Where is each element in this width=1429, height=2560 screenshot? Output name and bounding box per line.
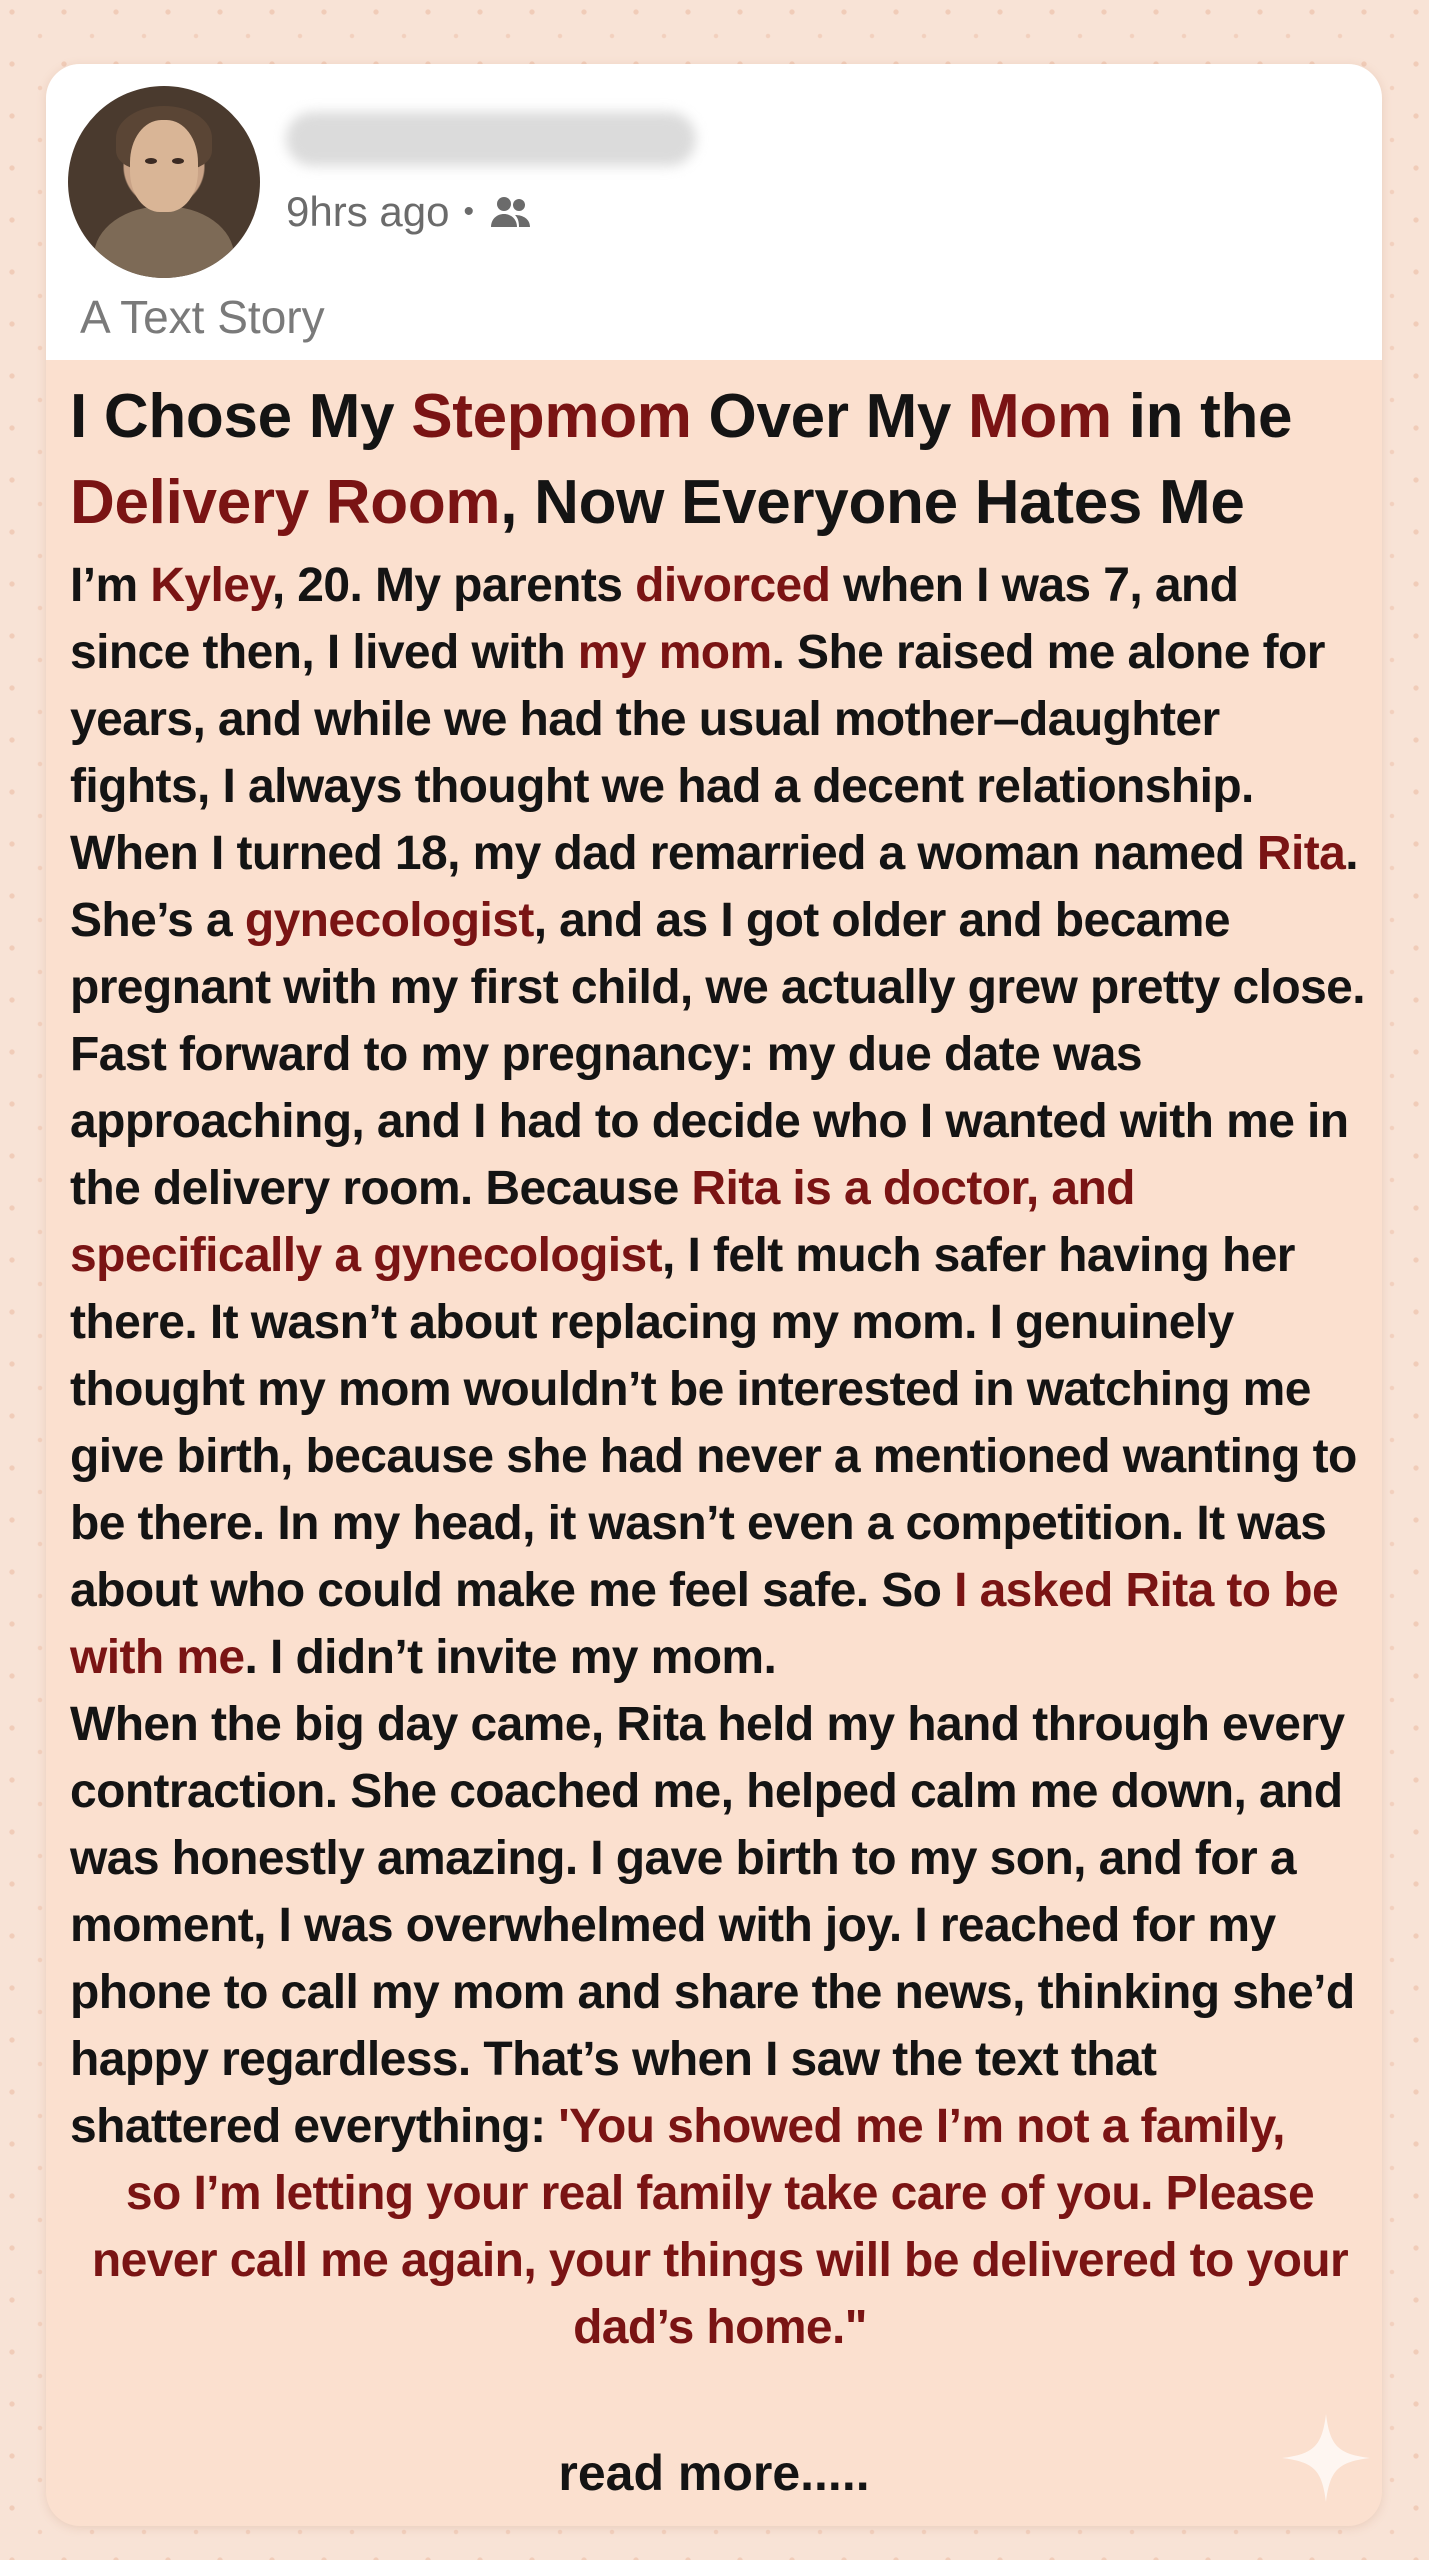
post-meta (286, 182, 534, 242)
title-highlight: Delivery Room (70, 468, 501, 537)
story-highlight: my mom (577, 626, 772, 679)
title-highlight: Stepmom (411, 382, 692, 451)
title-highlight: Mom (968, 382, 1112, 451)
story-text: When the big day came, Rita held my hand through every contraction. She coached me, helped calm me down, and was honestly amazing. I gave birth to my son, and for a moment, I was overwhelmed with joy. I reached for my phone to call my mom and share the news, thinking she’d happy regardless. That’s when I saw the text that shattered everything: (70, 1698, 1355, 2153)
story-quote: so I’m letting your real family take care of you. Please never call me again, your things will be delivered to your dad’s home." (91, 2167, 1349, 2354)
story-text: . I didn’t invite my mom. (244, 1631, 777, 1684)
post-time[interactable]: 9hrs ago (286, 188, 450, 235)
story-text: . She’s a (70, 827, 1358, 947)
story-text: , I felt much safer having her there. It wasn’t about replacing my mom. I genuinely thought my mom wouldn’t be interested in watching me give birth, because she had never a mentioned wanting to be there. In my head, it wasn’t even a competition. It was about who could make me feel safe. So (70, 1229, 1357, 1617)
avatar[interactable] (68, 86, 260, 278)
title-text: Over My (691, 382, 969, 451)
title-text: , Now Everyone Hates Me (500, 468, 1245, 537)
story-quote-start: 'You showed me I’m not a family, (558, 2100, 1285, 2153)
blurred-username[interactable] (286, 112, 696, 166)
avatar-face-shape (130, 120, 198, 212)
story-text: , and as I got older and became pregnant with my first child, we actually grew pretty close. Fast forward to my pregnancy: my due date was approaching, and I had to decide who I wanted with me in the delivery room. Because (70, 894, 1365, 1215)
meta-separator: • (463, 195, 474, 228)
post-header (46, 64, 1382, 360)
story-paragraph (70, 552, 1370, 1691)
story-highlight: Kyley (150, 559, 272, 612)
story-text: I’m (70, 559, 151, 612)
story-highlight: Rita is a doctor, and specifically a gynecologist (70, 1162, 1135, 1282)
story-text: . She raised me alone for years, and while we had the usual mother–daughter fights, I always thought we had a decent relationship. When I turned 18, my dad remarried a woman named (70, 626, 1325, 880)
story-body (70, 552, 1370, 2361)
sparkle-icon (1278, 2410, 1374, 2506)
avatar-eye-shape (145, 158, 157, 164)
story-highlight: divorced (635, 559, 831, 612)
story-text: when I was 7, and since then, I lived with (70, 559, 1239, 679)
title-text: I Chose My (70, 382, 412, 451)
post-label: A Text Story (80, 291, 325, 343)
post-card (46, 64, 1382, 2526)
story-title (70, 374, 1370, 546)
story-highlight: I asked Rita to be with me (70, 1564, 1339, 1684)
read-more-link[interactable]: read more..... (558, 2445, 870, 2501)
post-content (70, 374, 1370, 2361)
story-text: , 20. My parents (271, 559, 636, 612)
avatar-eye-shape (172, 158, 184, 164)
friends-icon[interactable] (488, 194, 534, 230)
story-highlight: Rita (1256, 827, 1346, 880)
story-highlight: gynecologist (244, 894, 534, 947)
story-paragraph (70, 1691, 1370, 2160)
title-text: in the (1111, 382, 1293, 451)
avatar-hood-shape (94, 206, 234, 278)
